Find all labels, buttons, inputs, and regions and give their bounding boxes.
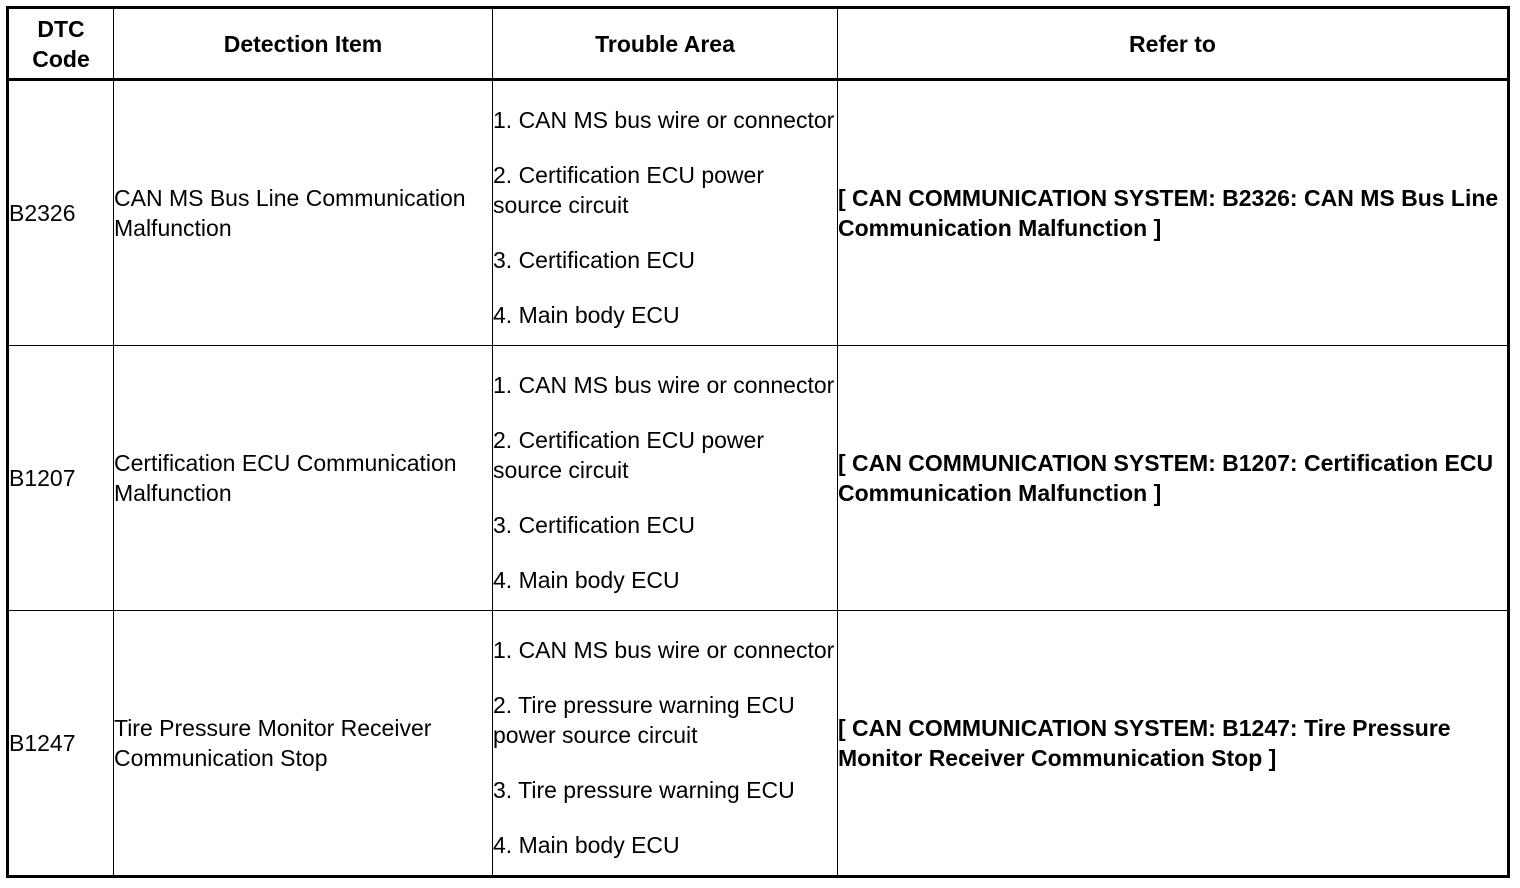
trouble-item: 3. Tire pressure warning ECU xyxy=(493,776,795,803)
header-dtc-code: DTC Code xyxy=(8,8,114,80)
detection-item-cell: Certification ECU Communication Malfunction xyxy=(114,346,493,611)
trouble-item: 1. CAN MS bus wire or connector xyxy=(493,636,835,663)
trouble-item: 4. Main body ECU xyxy=(493,831,680,858)
dtc-code-cell: B1207 xyxy=(8,346,114,611)
trouble-item: 2. Certification ECU power source circuit xyxy=(493,161,764,218)
dtc-table xyxy=(6,6,1510,878)
trouble-item: 3. Certification ECU xyxy=(493,511,695,538)
trouble-list xyxy=(493,635,837,860)
trouble-area-cell xyxy=(493,80,838,346)
detection-item-cell: Tire Pressure Monitor Receiver Communication Stop xyxy=(114,611,493,877)
trouble-area-cell xyxy=(493,611,838,877)
table-row xyxy=(8,346,1509,611)
trouble-list xyxy=(493,105,837,330)
trouble-list xyxy=(493,370,837,595)
trouble-item: 3. Certification ECU xyxy=(493,246,695,273)
trouble-item: 1. CAN MS bus wire or connector xyxy=(493,371,835,398)
header-refer-to: Refer to xyxy=(838,8,1509,80)
header-row xyxy=(8,8,1509,80)
table-row xyxy=(8,80,1509,346)
dtc-code-cell: B2326 xyxy=(8,80,114,346)
trouble-item: 4. Main body ECU xyxy=(493,301,680,328)
table-row xyxy=(8,611,1509,877)
trouble-item: 1. CAN MS bus wire or connector xyxy=(493,106,835,133)
trouble-item: 4. Main body ECU xyxy=(493,566,680,593)
refer-to-link[interactable]: [ CAN COMMUNICATION SYSTEM: B1247: Tire Pressure Monitor Receiver Communication Stop ] xyxy=(838,611,1509,877)
detection-item-cell: CAN MS Bus Line Communication Malfunction xyxy=(114,80,493,346)
header-trouble-area: Trouble Area xyxy=(493,8,838,80)
dtc-code-cell: B1247 xyxy=(8,611,114,877)
trouble-item: 2. Certification ECU power source circuit xyxy=(493,426,764,483)
trouble-area-cell xyxy=(493,346,838,611)
header-detection-item: Detection Item xyxy=(114,8,493,80)
trouble-item: 2. Tire pressure warning ECU power source circuit xyxy=(493,691,795,748)
refer-to-link[interactable]: [ CAN COMMUNICATION SYSTEM: B2326: CAN MS Bus Line Communication Malfunction ] xyxy=(838,80,1509,346)
refer-to-link[interactable]: [ CAN COMMUNICATION SYSTEM: B1207: Certification ECU Communication Malfunction ] xyxy=(838,346,1509,611)
